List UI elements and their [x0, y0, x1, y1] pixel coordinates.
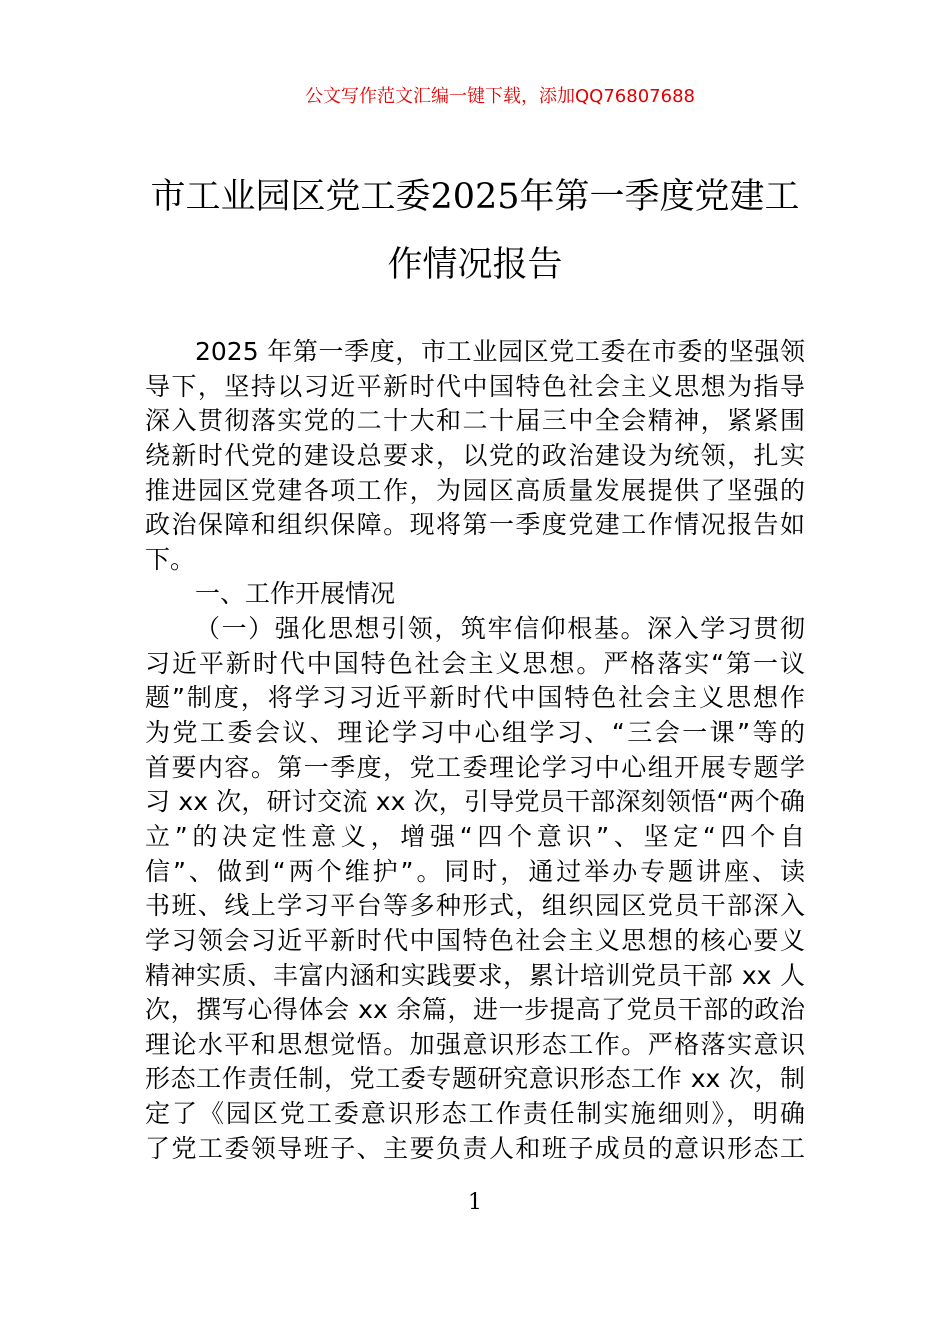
body-text-line: 了党工委领导班子、主要负责人和班子成员的意识形态工 [145, 1133, 805, 1163]
section-heading: 一、工作开展情况 [195, 579, 396, 609]
body-text-line: 书班、线上学习平台等多种形式，组织园区党员干部深入 [145, 891, 805, 921]
body-text-line: （一）强化思想引领，筑牢信仰根基。深入学习贯彻 [195, 614, 805, 644]
body-text-line: 首要内容。第一季度，党工委理论学习中心组开展专题学 [145, 752, 805, 782]
body-text-line: 定了《园区党工委意识形态工作责任制实施细则》，明确 [145, 1099, 805, 1129]
body-text-line: 信”、做到“两个维护”。同时，通过举办专题讲座、读 [145, 856, 805, 886]
body-text-line: 题”制度，将学习习近平新时代中国特色社会主义思想作 [145, 683, 805, 713]
body-text-line: 深入贯彻落实党的二十大和二十届三中全会精神，紧紧围 [145, 406, 805, 436]
body-text-line: 次，撰写心得体会 xx 余篇，进一步提高了党员干部的政治 [145, 995, 805, 1025]
body-text-line: 精神实质、丰富内涵和实践要求，累计培训党员干部 xx 人 [145, 960, 805, 990]
body-text-line: 学习领会习近平新时代中国特色社会主义思想的核心要义 [145, 925, 805, 955]
body-text-line: 导下，坚持以习近平新时代中国特色社会主义思想为指导 [145, 371, 805, 401]
body-text-line: 为党工委会议、理论学习中心组学习、“三会一课”等的 [145, 718, 805, 748]
body-text-line: 推进园区党建各项工作，为园区高质量发展提供了坚强的 [145, 475, 805, 505]
watermark-ad-text: 公文写作范文汇编一键下载，添加QQ76807688 [305, 86, 695, 107]
document-title-line-2: 作情况报告 [387, 245, 563, 285]
body-text-line: 习近平新时代中国特色社会主义思想。严格落实“第一议 [145, 648, 805, 678]
body-text-line: 习 xx 次，研讨交流 xx 次，引导党员干部深刻领悟“两个确 [145, 787, 805, 817]
body-text-line: 形态工作责任制，党工委专题研究意识形态工作 xx 次，制 [145, 1064, 805, 1094]
page-number: 1 [468, 1190, 482, 1215]
body-text-line: 绕新时代党的建设总要求，以党的政治建设为统领，扎实 [145, 440, 805, 470]
document-title-line-1: 市工业园区党工委2025年第一季度党建工 [150, 177, 800, 217]
body-text-line: 理论水平和思想觉悟。加强意识形态工作。严格落实意识 [145, 1029, 805, 1059]
body-text-line: 下。 [145, 544, 196, 574]
document-body [145, 335, 805, 1166]
body-text-line: 政治保障和组织保障。现将第一季度党建工作情况报告如 [145, 510, 805, 540]
body-text-line: 立”的决定性意义，增强“四个意识”、坚定“四个自 [145, 821, 805, 851]
body-text-line: 2025 年第一季度，市工业园区党工委在市委的坚强领 [195, 337, 805, 366]
